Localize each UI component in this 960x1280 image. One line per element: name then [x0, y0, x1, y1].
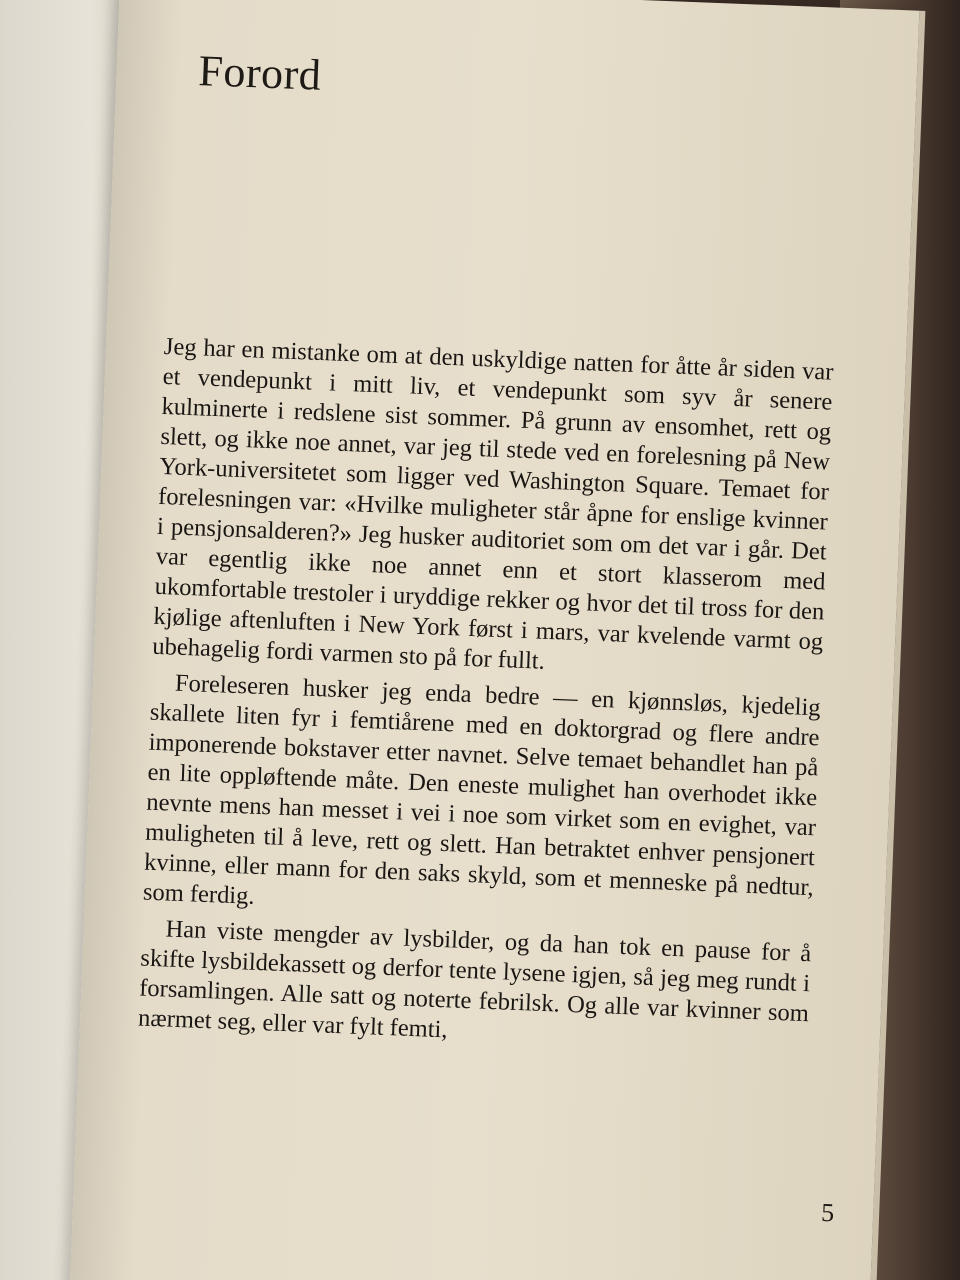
paragraph: Foreleseren husker jeg enda bedre — en kjønnsløs, kjedelig skallete liten fyr i femtiårene med en doktorgrad og flere andre imponerende bokstaver etter navnet. Selve temaet behandlet han på en lite oppløftende måte. Den eneste mulighet han overhodet ikke nevnte mens han messet i vei i noe som virket som en evighet, var muligheten til å leve, rett og slett. Han betraktet enhver pensjonert kvinne, eller mann for den saks skyld, som et menneske på nedtur, som ferdig.: [142, 669, 822, 910]
body-text: [137, 332, 834, 1065]
chapter-title: Forord: [197, 46, 323, 100]
paragraph: Han viste mengder av lysbilder, og da han tok en pause for å skifte lysbildekassett og derfor tente lysene igjen, så jeg meg rundt i forsamlingen. Alle satt og noterte febrilsk. Og alle var kvinner som nærmet seg, eller var fylt femti,: [137, 915, 812, 1044]
paragraph: Jeg har en mistanke om at den uskyldige natten for åtte år siden var et vendepunkt i mitt liv, et vendepunkt som syv år senere kulminerte i redslene sist sommer. På grunn av ensomhet, rett og slett, og ikke noe annet, var jeg til stede ved en forelesning på New York-universitetet som ligger ved Washington Square. Temaet for forelesningen var: «Hvilke muligheter står åpne for enslige kvinner i pensjonsalderen?» Jeg husker auditoriet som om det var i går. Det var egentlig ikke noe annet enn et stort klasserom med ukomfortable trestoler i uryddige rekker og hvor det til tross for den kjølige aftenluften i New York først i mars, var kvelende varmt og ubehagelig fordi varmen sto på for fullt.: [151, 332, 834, 675]
book-page: [69, 0, 919, 1280]
page-number: 5: [820, 1197, 835, 1228]
